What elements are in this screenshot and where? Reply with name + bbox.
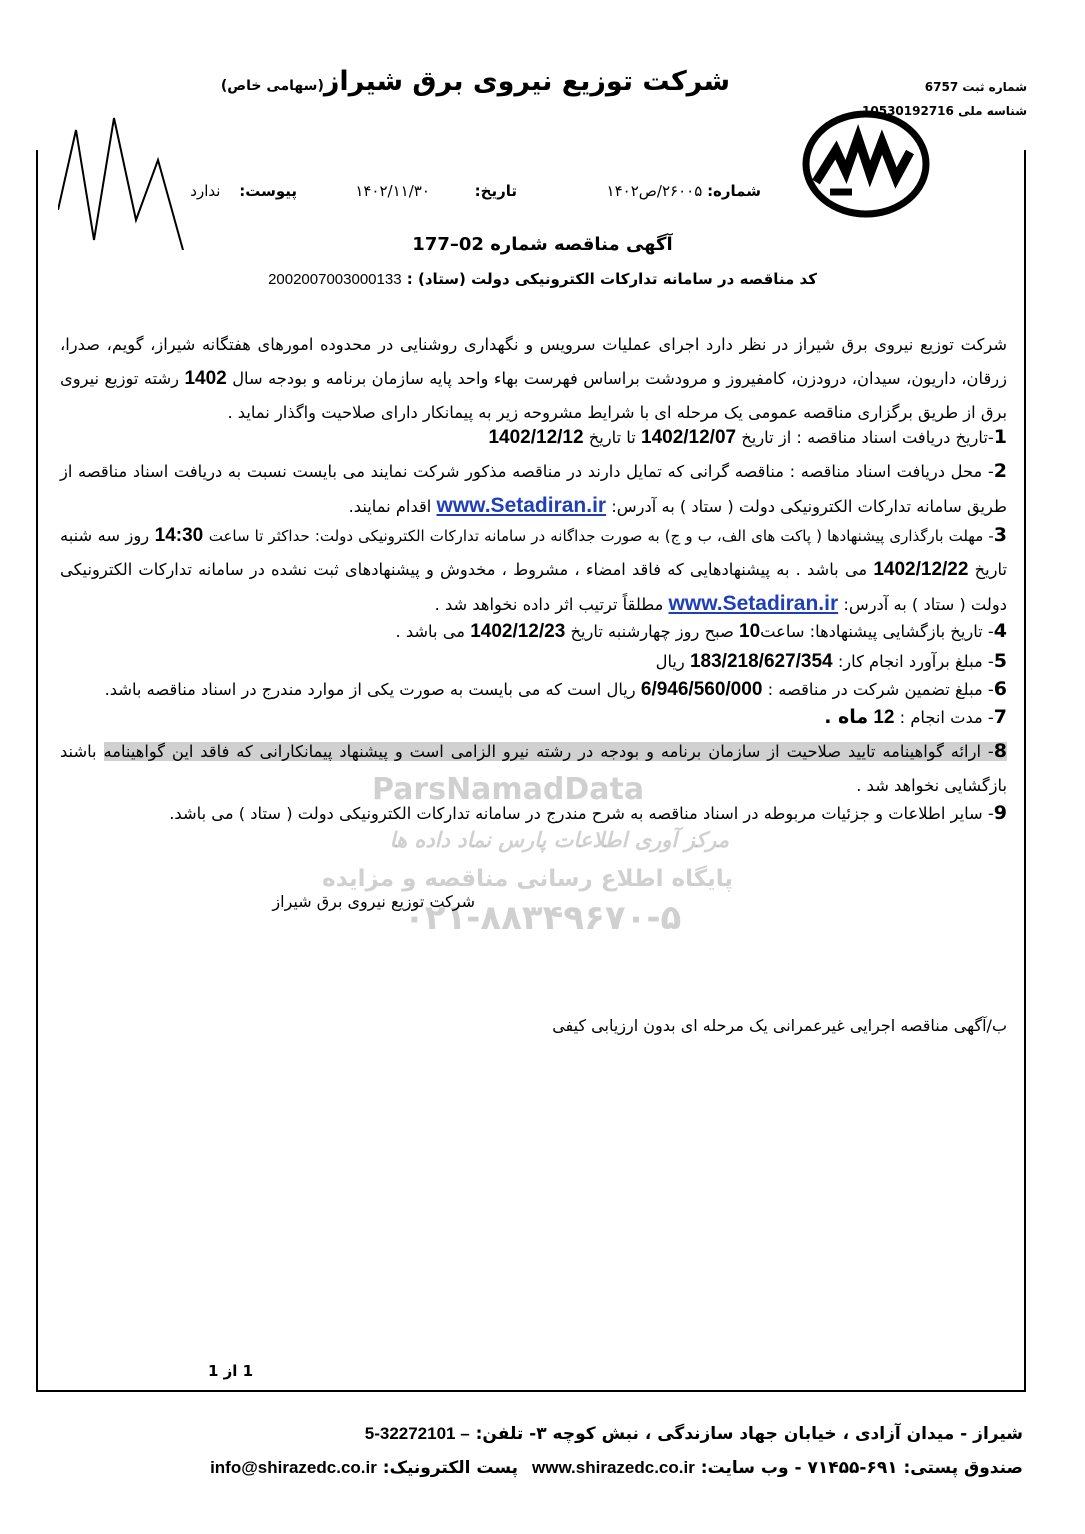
item-7-months: 12 xyxy=(873,707,895,728)
reg-number: 6757 xyxy=(924,80,959,94)
item-3-date: 1402/12/22 xyxy=(873,559,969,580)
letter-date xyxy=(355,182,517,200)
natid-number: 10530192716 xyxy=(862,104,954,118)
item-5-text: - مبلغ برآورد انجام کار: xyxy=(837,652,994,671)
item-4-tail: می باشد . xyxy=(395,622,465,641)
item-6-number: 6 xyxy=(993,678,1007,700)
registration-number xyxy=(925,80,1027,94)
item-4-hour: 10 xyxy=(739,621,761,642)
item-1-number: 1 xyxy=(993,426,1007,448)
watermark-line-1: مرکز آوری اطلاعات پارس نماد داده ها xyxy=(389,828,729,852)
item-2 xyxy=(60,454,1007,524)
item-1-text: -تاریخ دریافت اسناد مناقصه : از تاریخ xyxy=(741,428,994,447)
number-value: ۲۶۰۰۵/ص۱۴۰۲ xyxy=(606,182,703,200)
item-3 xyxy=(60,518,1007,622)
item-5-amount: 183/218/627/354 xyxy=(689,651,833,672)
item-9-text: - سایر اطلاعات و جزئیات مربوطه در اسناد مناقصه به شرح مندرج در سامانه تدارکات الکترونیکی دولت ( ستاد ) می باشد. xyxy=(169,804,994,823)
item-4-text-a: - تاریخ بازگشایی پیشنهادها: ساعت xyxy=(760,622,994,641)
item-8-number: 8 xyxy=(993,740,1007,762)
tender-number: 177–02 xyxy=(412,234,484,255)
item-3-time: 14:30 xyxy=(154,525,204,546)
item-3-tail: مطلقاً ترتیب اثر داده نخواهد شد . xyxy=(434,595,664,614)
item-3-number: 3 xyxy=(993,524,1007,546)
item-2-text: - محل دریافت اسناد مناقصه : مناقصه گرانی که تمایل دارند در مناقصه مذکور شرکت نمایند می بایست نسبت به دریافت اسناد مناقصه از طریق سامانه تدارکات الکترونیکی دولت ( ستاد ) به آدرس: xyxy=(60,462,1007,516)
item-1-mid: تا تاریخ xyxy=(588,428,636,447)
item-4-date: 1402/12/23 xyxy=(470,621,566,642)
footer-phone: 5-32272101 – xyxy=(364,1424,470,1443)
item-8-text-b: باشند بازگشایی نخواهد شد . xyxy=(60,742,1007,795)
tender-code: 2002007003000133 xyxy=(268,271,402,288)
item-2-number: 2 xyxy=(993,460,1007,482)
attach-label: پیوست: xyxy=(239,182,297,200)
footer-website[interactable]: www.shirazedc.co.ir xyxy=(532,1458,695,1477)
item-5 xyxy=(656,650,1007,673)
item-4-number: 4 xyxy=(993,620,1007,642)
item-7-tail: ماه . xyxy=(824,706,869,728)
item-5-number: 5 xyxy=(993,650,1007,672)
number-label: شماره: xyxy=(707,182,761,200)
item-1-from-date: 1402/12/07 xyxy=(641,427,737,448)
item-1 xyxy=(488,426,1007,449)
tender-title xyxy=(0,234,1085,255)
intro-paragraph xyxy=(60,328,1007,430)
natid-label: شناسه ملی xyxy=(958,104,1027,118)
item-5-unit: ریال xyxy=(655,652,685,671)
footer-contact-line xyxy=(210,1458,1023,1478)
intro-text-b: رشته توزیع نیروی برق از طریق برگزاری مناقصه عمومی یک مرحله ای با شرایط مشروحه زیر به پیمانکار دارای صلاحیت واگذار نماید . xyxy=(60,369,1007,422)
company-name: شرکت توزیع نیروی برق شیراز xyxy=(323,66,730,97)
watermark-brand: ParsNamadData xyxy=(372,772,645,807)
footer-pobox: صندوق پستی: ۶۹۱-۷۱۴۵۵ - وب سایت: xyxy=(700,1458,1023,1478)
item-8-text-a: - ارائه گواهینامه تایید صلاحیت از سازمان برنامه و بودجه در رشته نیرو الزامی است و پیشنهاد پیمانکارانی که فاقد این گواهینامه xyxy=(103,742,994,761)
footer-address: شیراز - میدان آزادی ، خیابان جهاد سازندگی ، نبش کوچه ۳- تلفن: xyxy=(475,1424,1023,1444)
item-2-tail: اقدام نمایند. xyxy=(348,497,432,516)
intro-year: 1402 xyxy=(184,368,227,389)
setadiran-link-2[interactable]: www.Setadiran.ir xyxy=(668,592,839,615)
date-label: تاریخ: xyxy=(474,182,517,200)
item-6-text: - مبلغ تضمین شرکت در مناقصه : xyxy=(767,680,994,699)
section-b-title: ب/آگهی مناقصه اجرایی غیرعمرانی یک مرحله ای بدون ارزیابی کیفی xyxy=(552,1016,1007,1035)
tender-code-line xyxy=(0,270,1085,288)
tender-code-label: کد مناقصه در سامانه تدارکات الکترونیکی دولت (ستاد) : xyxy=(406,270,817,288)
item-7 xyxy=(824,706,1007,729)
signature: شرکت توزیع نیروی برق شیراز xyxy=(272,892,475,911)
reg-label: شماره ثبت xyxy=(962,80,1027,94)
item-8-highlight xyxy=(104,742,1007,761)
item-7-number: 7 xyxy=(993,706,1007,728)
footer-address-line xyxy=(365,1424,1023,1444)
attach-value: ندارد xyxy=(190,182,221,200)
letter-number xyxy=(607,182,761,200)
page-number: 1 از 1 xyxy=(208,1362,254,1380)
item-6 xyxy=(105,678,1007,701)
company-title xyxy=(220,66,730,97)
intro-text-a: شرکت توزیع نیروی برق شیراز در نظر دارد اجرای عملیات سرویس و نگهداری روشنایی در محدوده امورهای هفتگانه شیراز، گویم، صدرا، زرقان، داریون، سیدان، درودزن، کامفیروز و مرودشت براساس فهرست بهاء واحد پایه سازمان برنامه و بودجه سال xyxy=(60,335,1007,388)
item-3-text-a: - مهلت بارگذاری پیشنهادها ( پاکت های الف، ب و ج) به صورت جداگانه در سامانه تدارکات الکترونیکی دولت: حداکثر تا ساعت xyxy=(208,527,994,545)
company-type: (سهامی خاص) xyxy=(220,78,324,94)
footer-email-label: پست الکترونیک: xyxy=(382,1458,519,1478)
item-4-text-b: صبح روز چهارشنبه تاریخ xyxy=(570,622,734,641)
watermark-line-2: پایگاه اطلاع رسانی مناقصه و مزایده xyxy=(322,866,733,892)
item-3-text-c: می باشد . به پیشنهادهایی که فاقد امضاء ، مشروط ، مخدوش و پیشنهادهای ثبت نشده در سامانه تدارکات الکترونیکی دولت ( ستاد ) به آدرس: xyxy=(60,560,1007,614)
date-value: ۱۴۰۲/۱۱/۳۰ xyxy=(355,182,430,200)
letter-attachment xyxy=(190,182,297,200)
item-1-to-date: 1402/12/12 xyxy=(488,427,584,448)
watermark-phone: ۰۲۱-۸۸۳۴۹۶۷۰-۵ xyxy=(404,898,682,938)
item-3-text-b: روز سه شنبه تاریخ xyxy=(60,526,1007,579)
tender-title-text: آگهی مناقصه شماره xyxy=(490,234,673,255)
item-7-text: - مدت انجام : xyxy=(899,708,994,727)
item-6-tail: ریال است که می بایست به صورت یکی از موارد مندرج در اسناد مناقصه باشد. xyxy=(104,680,636,699)
setadiran-link[interactable]: www.Setadiran.ir xyxy=(436,494,607,517)
item-4 xyxy=(396,620,1008,643)
footer-email[interactable]: info@shirazedc.co.ir xyxy=(210,1458,377,1477)
item-6-amount: 6/946/560/000 xyxy=(640,679,763,700)
item-9-number: 9 xyxy=(993,802,1007,824)
